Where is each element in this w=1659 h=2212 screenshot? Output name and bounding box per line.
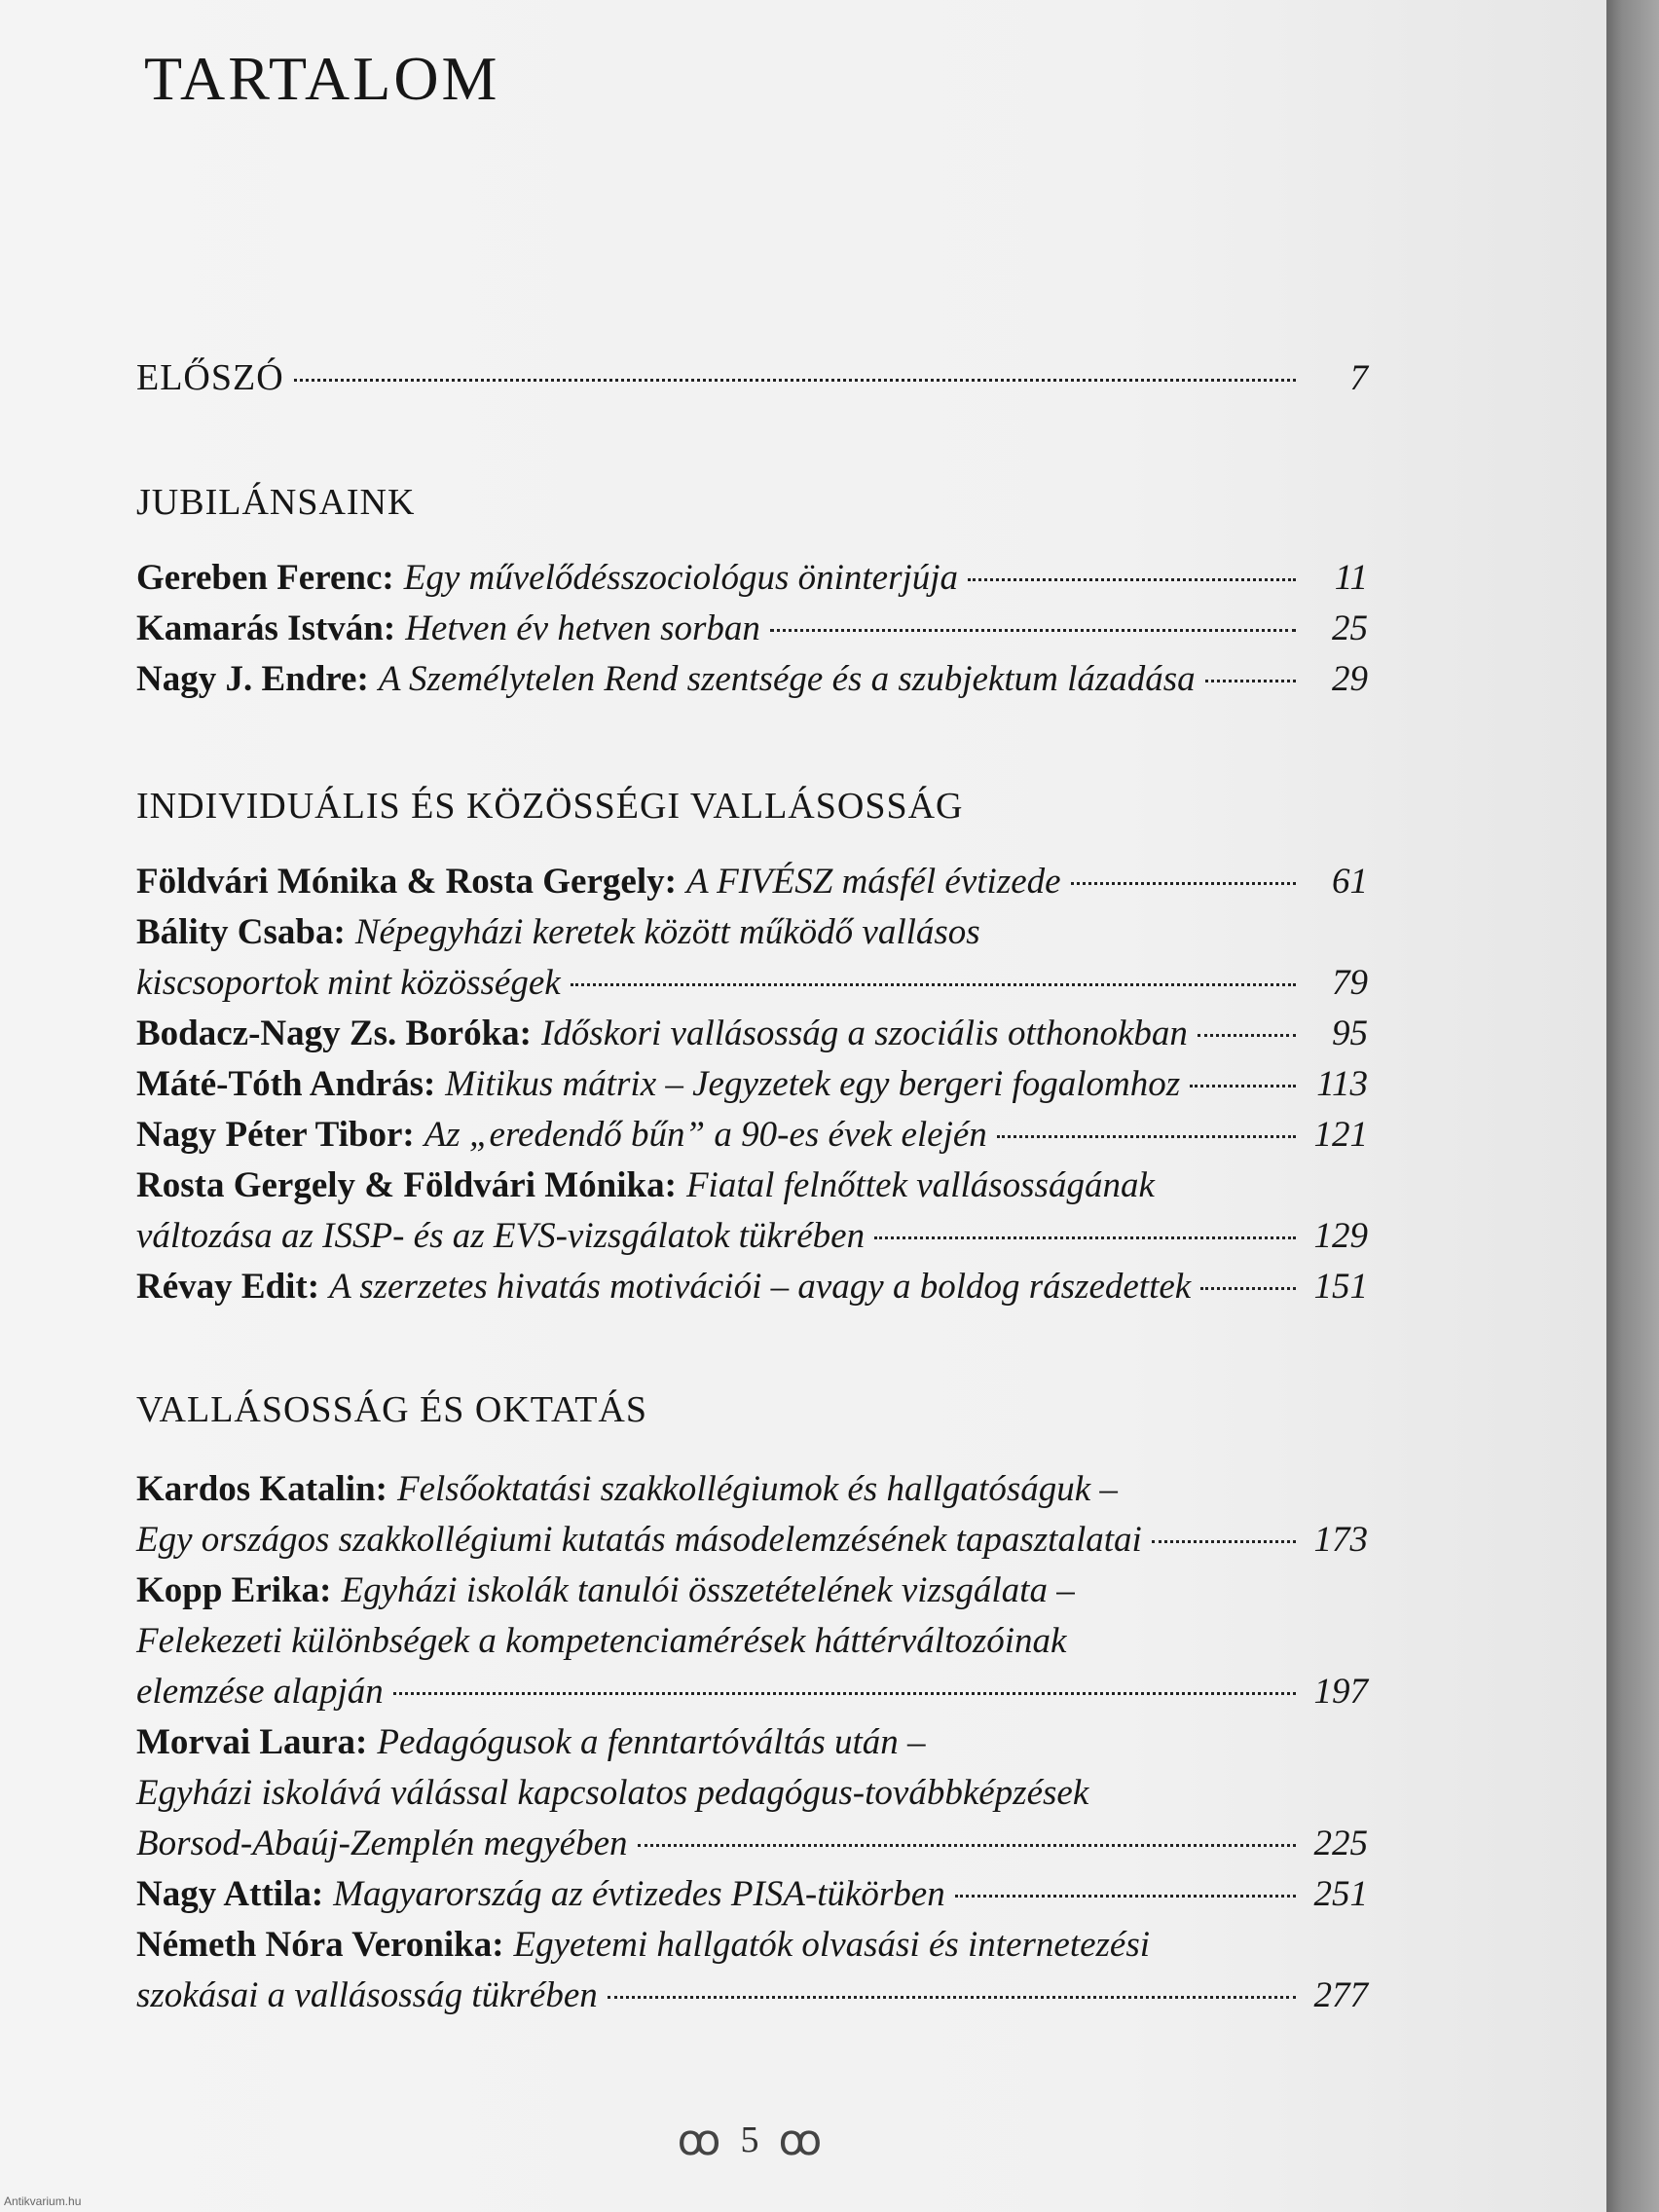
toc-entry[interactable] [136,1009,1368,1059]
entry-title: Felsőoktatási szakkollégiumok és hallgatóságuk – [397,1469,1118,1509]
page-number: 225 [1313,1824,1368,1863]
entry-author: Máté-Tóth András: [136,1064,436,1104]
entry-title-continuation: Egy országos szakkollégiumi kutatás másodelemzésének tapasztalatai [136,1520,1142,1560]
leader-dots [638,1844,1296,1847]
entry-title: Időskori vallásosság a szociális otthonokban [540,1014,1188,1053]
page-number: 277 [1313,1975,1368,2015]
page-number: 129 [1313,1216,1368,1256]
page-number: 197 [1313,1672,1368,1712]
toc-entry-continuation[interactable] [136,958,1368,1009]
entry-title: Egy művelődésszociológus öninterjúja [403,558,959,598]
entry-author: Révay Edit: [136,1267,320,1307]
page-number: 61 [1332,862,1368,902]
entry-author: Kamarás István: [136,608,396,648]
entry-author: Nagy Attila: [136,1874,324,1914]
entry-title: Népegyházi keretek között működő vallásos [354,912,980,952]
entry-title-continuation: Felekezeti különbségek a kompetenciamérések háttérváltozóinak [136,1621,1067,1661]
page-title: TARTALOM [144,44,500,113]
leader-dots [608,1996,1296,1999]
page-number: 7 [1349,358,1368,398]
entry-author: Rosta Gergely & Földvári Mónika: [136,1165,677,1205]
leader-dots [1205,680,1296,682]
entry-title: Hetven év hetven sorban [405,608,760,648]
entry-title-continuation: elemzése alapján [136,1672,384,1712]
entry-author: Bodacz-Nagy Zs. Boróka: [136,1014,532,1053]
ornament-left-icon: ꝏ [677,2116,721,2164]
leader-dots [874,1236,1296,1239]
entry-author: Bálity Csaba: [136,912,346,952]
page-number: 79 [1332,963,1368,1003]
watermark: Antikvarium.hu [4,2194,82,2208]
page-number: 11 [1334,558,1368,598]
toc-entry[interactable] [136,1920,1368,1971]
section-heading-individualis: INDIVIDUÁLIS ÉS KÖZÖSSÉGI VALLÁSOSSÁG [136,786,964,827]
leader-dots [1152,1540,1296,1543]
ornament-right-icon: ꝏ [778,2116,823,2164]
toc-entry[interactable] [136,1464,1368,1515]
leader-dots [955,1895,1296,1898]
leader-dots [294,379,1296,382]
entry-author: Morvai Laura: [136,1722,368,1762]
toc-entry[interactable] [136,1717,1368,1768]
toc-entry-continuation[interactable] [136,1515,1368,1566]
entry-title: Magyarország az évtizedes PISA-tükörben [333,1874,945,1914]
page-footer [643,2111,857,2169]
toc-entry[interactable] [136,907,1368,958]
toc-entry-continuation[interactable] [136,1211,1368,1262]
toc-entry-continuation[interactable] [136,1768,1368,1819]
entry-author: Nagy Péter Tibor: [136,1115,415,1155]
entry-title-continuation: Egyházi iskolává válással kapcsolatos pedagógus-továbbképzések [136,1773,1089,1813]
leader-dots [770,629,1296,632]
entry-author: Németh Nóra Veronika: [136,1925,504,1965]
entry-title: Mitikus mátrix – Jegyzetek egy bergeri fogalomhoz [445,1064,1181,1104]
toc-entry[interactable] [136,1161,1368,1211]
page-number: 173 [1313,1520,1368,1560]
page-number: 113 [1316,1064,1368,1104]
leader-dots [571,983,1296,986]
section-heading-jubilansaink: JUBILÁNSAINK [136,482,416,523]
entry-author: Kopp Erika: [136,1570,332,1610]
leader-dots [997,1135,1296,1138]
section-heading-oktatas: VALLÁSOSSÁG ÉS OKTATÁS [136,1389,647,1430]
entry-author: Gereben Ferenc: [136,558,394,598]
toc-entry[interactable] [136,553,1368,604]
leader-dots [968,578,1296,581]
toc-entry[interactable] [136,1110,1368,1161]
toc-entry-continuation[interactable] [136,1819,1368,1869]
leader-dots [1198,1034,1296,1037]
toc-entry[interactable] [136,1262,1368,1312]
toc-entry[interactable] [136,1566,1368,1616]
entry-title-continuation: szokásai a vallásosság tükrében [136,1975,598,2015]
entry-title: Egyetemi hallgatók olvasási és internetezési [513,1925,1151,1965]
leader-dots [1071,882,1296,885]
entry-title: Pedagógusok a fenntartóváltás után – [377,1722,926,1762]
page-edge-shadow [1606,0,1659,2212]
page-number: 121 [1313,1115,1368,1155]
footer-page-number: 5 [740,2120,759,2160]
toc-entry-continuation[interactable] [136,1667,1368,1717]
toc-entry-continuation[interactable] [136,1971,1368,2021]
preface-label: ELŐSZÓ [136,357,284,398]
entry-title-continuation: kiscsoportok mint közösségek [136,963,561,1003]
toc-entry[interactable] [136,1869,1368,1920]
entry-title: Az „eredendő bűn” a 90-es évek elején [424,1115,987,1155]
entry-title: Egyházi iskolák tanulói összetételének vizsgálata – [341,1570,1075,1610]
entry-title: A Személytelen Rend szentsége és a szubjektum lázadása [378,659,1196,699]
entry-author: Kardos Katalin: [136,1469,387,1509]
leader-dots [393,1692,1296,1695]
toc-entry-continuation[interactable] [136,1616,1368,1667]
entry-author: Nagy J. Endre: [136,659,369,699]
leader-dots [1190,1085,1296,1088]
page-number: 251 [1313,1874,1368,1914]
toc-entry[interactable] [136,1059,1368,1110]
page-number: 29 [1332,659,1368,699]
entry-title: A FIVÉSZ másfél évtizede [685,862,1061,902]
page-number: 95 [1332,1014,1368,1053]
entry-title-continuation: Borsod-Abaúj-Zemplén megyében [136,1824,628,1863]
toc-entry[interactable] [136,654,1368,705]
toc-entry[interactable] [136,604,1368,654]
entry-title-continuation: változása az ISSP- és az EVS-vizsgálatok tükrében [136,1216,866,1256]
leader-dots [1200,1287,1296,1290]
entry-author: Földvári Mónika & Rosta Gergely: [136,862,677,902]
page-number: 25 [1332,608,1368,648]
toc-entry-preface[interactable] [136,352,1368,403]
entry-title: Fiatal felnőttek vallásosságának [685,1165,1155,1205]
toc-entry[interactable] [136,857,1368,907]
page-number: 151 [1313,1267,1368,1307]
entry-title: A szerzetes hivatás motivációi – avagy a boldog rászedettek [329,1267,1192,1307]
